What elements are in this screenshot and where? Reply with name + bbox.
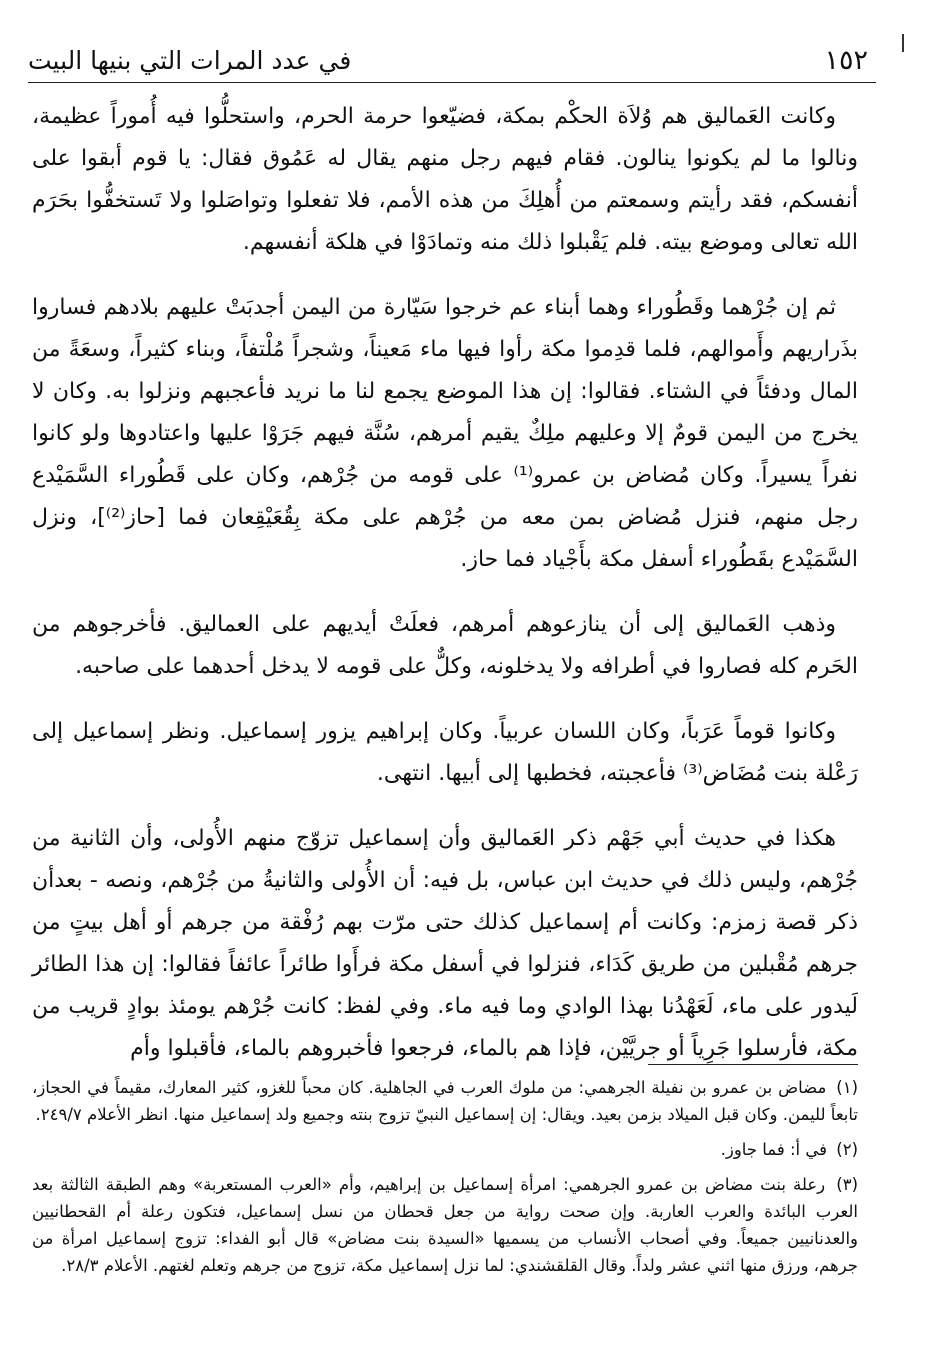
running-header (28, 30, 876, 83)
footnote-text: في أ: فما جاوز. (720, 1140, 827, 1159)
footnotes (32, 1074, 858, 1287)
paragraph: وذهب العَماليق إلى أن ينازعوهم أمرهم، فعلَتْ أيديهم على العماليق. فأخرجوهم من الحَرم كله فصاروا في أطرافه ولا يدخلونه، وكلٌّ على قومه لا يدخل أحدهما على صاحبه. (32, 612, 858, 679)
footnote (32, 1136, 858, 1163)
page-number: ١٥٢ (824, 45, 868, 76)
footnote (32, 1074, 858, 1128)
paragraph: هكذا في حديث أبي جَهْم ذكر العَماليق وأن إسماعيل تزوّج منهم الأُولى، وأن الثانية من جُرْهم، وليس ذلك في حديث ابن عباس، بل فيه: أن الأُولى والثانيةُ من جُرْهم، ونصه - بعدأن ذكر قصة زمزم: وكانت أم إسماعيل كذلك حتى مرّت بهم رُفْقة من جرهم أو أهل بيتٍ من جرهم مُقْبلين من طريق كَدَاء، فنزلوا في أسفل مكة فرأَوا طائراً عائفاً فقالوا: إن هذا الطائر لَيدور على ماء، لَعَهْدُنا بهذا الوادي وما فيه ماء. وفي لفظ: كانت جُرْهم يومئذ بوادٍ قريب من مكة، فأرسلوا جَرِياً أو جريَّيْن، فإذا هم بالماء، فرجعوا فأخبروهم بالماء، فأقبلوا وأم (32, 826, 858, 1061)
paragraph: وكانت العَماليق هم وُلاَة الحكْم بمكة، فضيّعوا حرمة الحرم، واستحلُّوا فيه أُموراً عظيمة، ونالوا ما لم يكونوا ينالون. فقام فيهم رجل منهم يقال له عَمُوق فقال: يا قوم أبقوا على أنفسكم، فقد رأيتم وسمعتم من أُهلِكَ من هذه الأمم، فلا تفعلوا وتواصَلوا ولا تَستخفُّوا بحَرَم الله تعالى وموضع بيته. فلم يَقْبلوا ذلك منه وتمادَوْا في هلكة أنفسهم. (32, 104, 858, 255)
footnote (32, 1171, 858, 1279)
chapter-title: في عدد المرات التي بنيها البيت (28, 46, 352, 75)
paragraph: ثم إن جُرْهما وقَطُوراء وهما أبناء عم خرجوا سَيّارة من اليمن أجدبَتْ عليهم بلادهم فساروا بذَراريهم وأَموالهم، فلما قدِموا مكة رأوا فيها ماء مَعيناً، وشجراً مُلْتفاً، وبناء كثيراً، وسعَةً من المال ودفئاً في الشتاء. فقالوا: إن هذا الموضع يجمع لنا ما نريد فأعجبهم ونزلوا به. وكان لا يخرج من اليمن قومٌ إلا وعليهم ملِكٌ يقيم أمرهم، سُنَّة فيهم جَرَوْا عليها واعتادوها ولو كانوا نفراً يسيراً. وكان مُضاض بن عمرو⁽¹⁾ على قومه من جُرْهم، وكان على قَطُوراء السَّمَيْدع رجل منهم، فنزل مُضاض بمن معه من جُرْهم على مكة بِقُعَيْقِعان فما [حاز⁽²⁾]، ونزل السَّمَيْدع بقَطُوراء أسفل مكة بأَجْياد فما حاز. (32, 295, 859, 572)
paragraph: وكانوا قوماً عَرَباً، وكان اللسان عربياً. وكان إبراهيم يزور إسماعيل. ونظر إسماعيل إلى رَعْلة بنت مُضَاض⁽³⁾ فأعجبته، فخطبها إلى أبيها. انتهى. (32, 719, 858, 786)
main-text (32, 96, 858, 1070)
footnote-text: رعلة بنت مضاض بن عمرو الجرهمي: امرأة إسماعيل بن إبراهيم، وأم «العرب المستعربة» وهم الطبقة الثالثة بعد العرب البائدة والعرب العاربة. وإن صحت رواية من جعل قحطان من نسل إسماعيل، فتكون رعلة أم القحطانيين والعدنانيين جميعاً. وفي أصحاب الأنساب من يسميها «السيدة بنت مضاض» قال أبو الفداء: تزوج إسماعيل امرأة من جرهم، ورزق منها اثني عشر ولداً. وقال القلقشندي: لما نزل إسماعيل مكة، تزوج من جرهم وتعلم لغتهم. الأعلام ٢٨/٣. (32, 1175, 858, 1275)
footnote-text: مضاض بن عمرو بن نفيلة الجرهمي: من ملوك العرب في الجاهلية. كان محباً للغزو، كثير المعارك، مقيماً في الحجاز، تابعاً لليمن. وكان قبل الميلاد بزمن بعيد. ويقال: إن إسماعيل النبيّ تزوج بنته وجميع ولد إسماعيل منها. انظر الأعلام ٢٤٩/٧. (32, 1078, 858, 1124)
footnote-divider (648, 1064, 858, 1065)
footnote-number: (٣) (836, 1175, 858, 1194)
footnote-number: (١) (836, 1078, 859, 1097)
footnote-number: (٢) (836, 1140, 858, 1159)
page-edge-mark (902, 34, 904, 52)
